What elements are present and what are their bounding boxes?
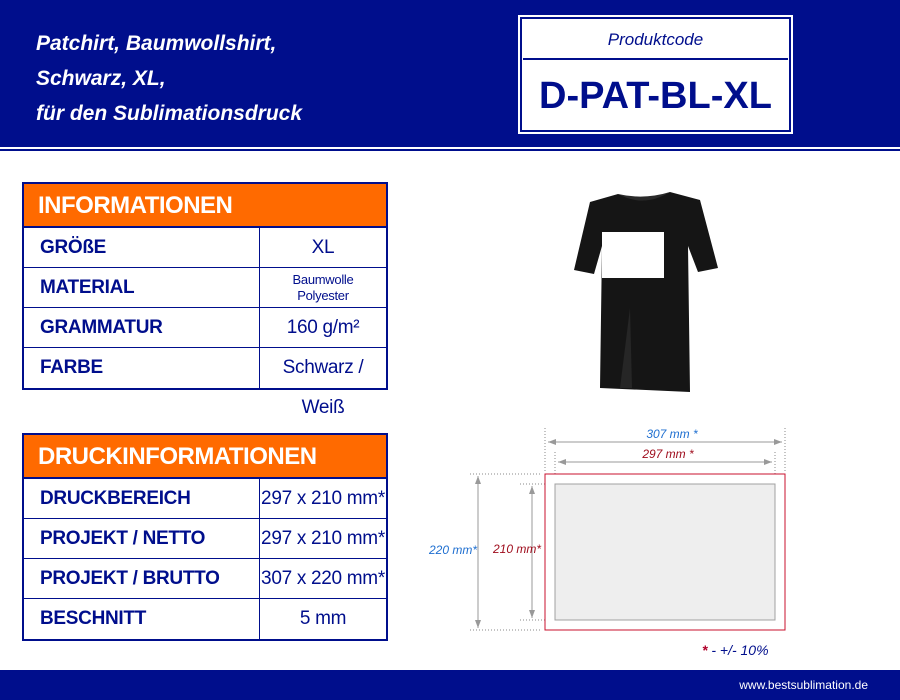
table-row <box>24 519 386 559</box>
inner-width-label: 297 mm * <box>642 447 694 461</box>
row-value: 297 x 210 mm* <box>261 528 385 549</box>
tshirt-print-patch <box>602 232 664 278</box>
info-table <box>22 182 388 418</box>
table-row <box>24 348 386 418</box>
table-row <box>24 599 386 639</box>
product-title-line-3: für den Sublimationsdruck <box>36 102 303 125</box>
outer-width-label: 307 mm * <box>646 427 698 441</box>
row-value-line: Polyester <box>297 288 349 303</box>
table-row <box>24 559 386 599</box>
product-code-label: Produktcode <box>523 20 788 60</box>
table-row <box>24 268 386 308</box>
product-title-line-1: Patchirt, Baumwollshirt, <box>36 32 277 55</box>
row-value: 160 g/m² <box>286 317 360 338</box>
inner-height-label: 210 mm* <box>492 542 542 556</box>
row-value: Schwarz / Weiß <box>282 357 364 418</box>
row-value: XL <box>311 237 335 258</box>
row-key: GRAMMATUR <box>24 308 260 347</box>
tolerance-footnote <box>702 642 769 658</box>
footer-website-link[interactable]: www.bestsublimation.de <box>739 678 868 692</box>
footnote-text: - +/- 10% <box>707 642 769 658</box>
header-bar <box>0 0 900 147</box>
table-row <box>24 228 386 268</box>
tshirt-image <box>560 188 730 398</box>
product-title <box>36 26 302 131</box>
row-value: 297 x 210 mm* <box>261 488 385 509</box>
row-key: PROJEKT / NETTO <box>24 519 260 558</box>
row-key: PROJEKT / BRUTTO <box>24 559 260 598</box>
row-key: GRÖßE <box>24 228 260 267</box>
row-value: 5 mm <box>299 608 347 629</box>
row-value-line: Baumwolle <box>292 272 354 287</box>
outer-height-label: 220 mm* <box>428 543 478 557</box>
table-row <box>24 308 386 348</box>
footer-bar <box>0 670 900 700</box>
footnote-star: * <box>702 642 708 658</box>
table-row <box>24 479 386 519</box>
row-key: MATERIAL <box>24 268 260 307</box>
product-code-box <box>518 15 793 134</box>
header-divider <box>0 149 900 151</box>
row-key: BESCHNITT <box>24 599 260 639</box>
print-area-diagram <box>420 420 820 670</box>
row-key: FARBE <box>24 348 260 388</box>
product-title-line-2: Schwarz, XL, <box>36 67 166 90</box>
product-code-value: D-PAT-BL-XL <box>539 75 772 117</box>
row-value <box>260 268 386 307</box>
info-table-title: INFORMATIONEN <box>24 184 386 228</box>
print-area-rect <box>555 484 775 620</box>
row-key: DRUCKBEREICH <box>24 479 260 518</box>
print-info-table-title: DRUCKINFORMATIONEN <box>24 435 386 479</box>
print-info-table <box>22 433 388 641</box>
row-value: 307 x 220 mm* <box>261 568 385 589</box>
tshirt-body <box>574 192 718 392</box>
